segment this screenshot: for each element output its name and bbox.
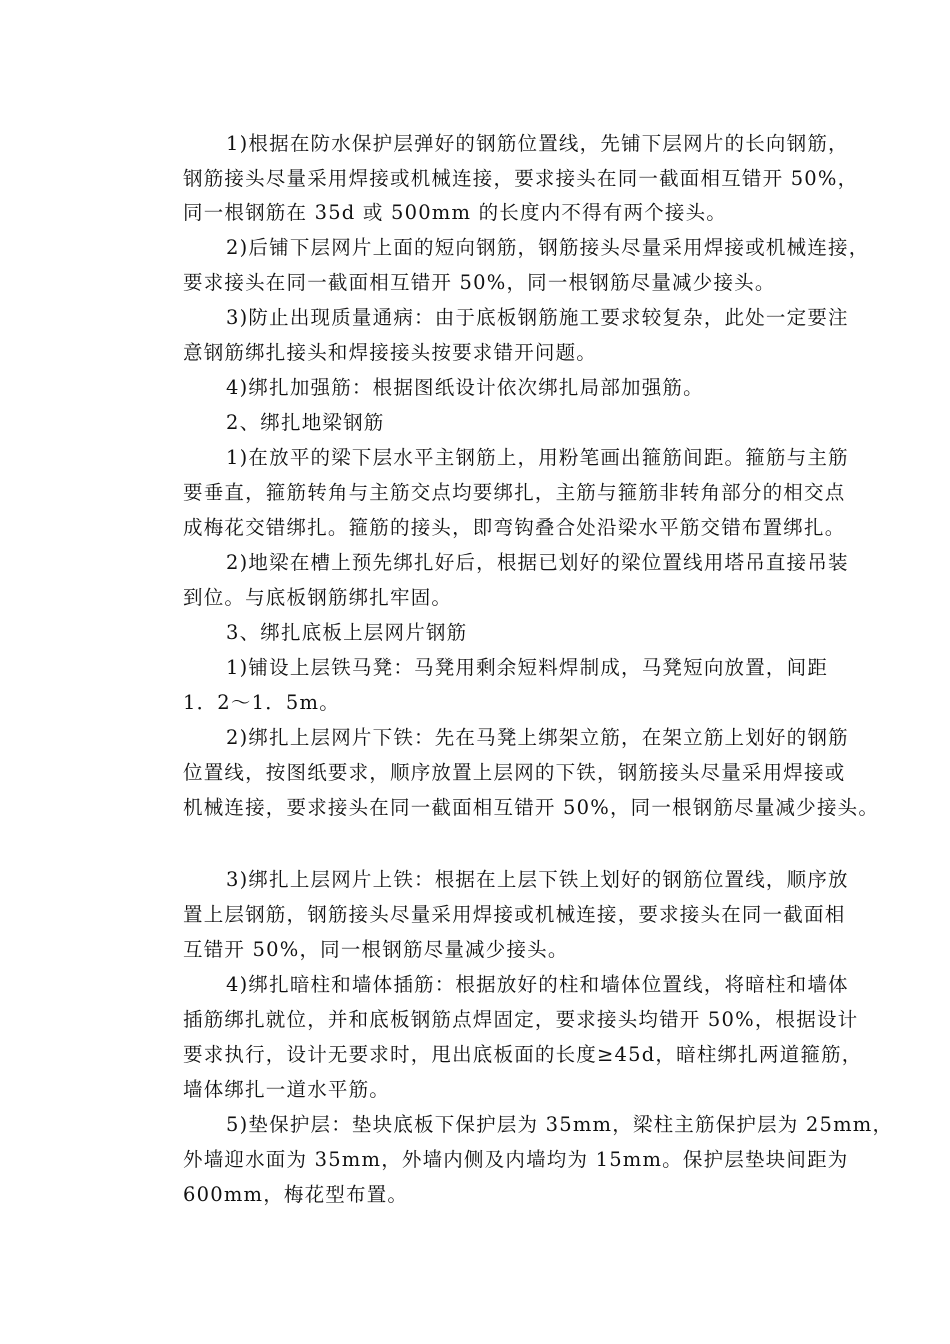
- text-line: 到位。与底板钢筋绑扎牢固。: [183, 586, 453, 609]
- text-line: 3)防止出现质量通病：由于底板钢筋施工要求较复杂，此处一定要注: [226, 306, 849, 329]
- text-line: 外墙迎水面为 35mm，外墙内侧及内墙均为 15mm。保护层垫块间距为: [183, 1148, 849, 1171]
- text-line: 2)地梁在槽上预先绑扎好后，根据已划好的梁位置线用塔吊直接吊装: [226, 551, 849, 574]
- text-line: 机械连接，要求接头在同一截面相互错开 50%，同一根钢筋尽量减少接头。: [183, 796, 880, 819]
- text-line: 同一根钢筋在 35d 或 500mm 的长度内不得有两个接头。: [183, 201, 727, 224]
- text-line: 5)垫保护层：垫块底板下保护层为 35mm，梁柱主筋保护层为 25mm，: [226, 1113, 894, 1136]
- text-line: 4)绑扎加强筋：根据图纸设计依次绑扎局部加强筋。: [226, 376, 704, 399]
- text-line: 要垂直，箍筋转角与主筋交点均要绑扎，主筋与箍筋非转角部分的相交点: [183, 481, 846, 504]
- text-line: 3)绑扎上层网片上铁：根据在上层下铁上划好的钢筋位置线，顺序放: [226, 868, 849, 891]
- text-line: 要求执行，设计无要求时，甩出底板面的长度≥45d，暗柱绑扎两道箍筋，: [183, 1043, 863, 1066]
- text-line: 置上层钢筋，钢筋接头尽量采用焊接或机械连接，要求接头在同一截面相: [183, 903, 846, 926]
- text-line: 互错开 50%，同一根钢筋尽量减少接头。: [183, 938, 569, 961]
- section-heading: 3、绑扎底板上层网片钢筋: [226, 621, 468, 644]
- text-line: 600mm，梅花型布置。: [183, 1183, 409, 1206]
- text-line: 位置线，按图纸要求，顺序放置上层网的下铁，钢筋接头尽量采用焊接或: [183, 761, 846, 784]
- text-line: 2)绑扎上层网片下铁：先在马凳上绑架立筋，在架立筋上划好的钢筋: [226, 726, 849, 749]
- text-line: 2)后铺下层网片上面的短向钢筋，钢筋接头尽量采用焊接或机械连接，: [226, 236, 870, 259]
- text-line: 1)铺设上层铁马凳：马凳用剩余短料焊制成，马凳短向放置，间距: [226, 656, 829, 679]
- text-line: 成梅花交错绑扎。箍筋的接头，即弯钩叠合处沿梁水平筋交错布置绑扎。: [183, 516, 846, 539]
- text-line: 要求接头在同一截面相互错开 50%，同一根钢筋尽量减少接头。: [183, 271, 776, 294]
- text-line: 钢筋接头尽量采用焊接或机械连接，要求接头在同一截面相互错开 50%，: [183, 167, 859, 190]
- section-heading: 2、绑扎地梁钢筋: [226, 411, 385, 434]
- text-line: 4)绑扎暗柱和墙体插筋：根据放好的柱和墙体位置线，将暗柱和墙体: [226, 973, 849, 996]
- text-line: 1．2～1．5m。: [183, 691, 340, 714]
- text-line: 1)在放平的梁下层水平主钢筋上，用粉笔画出箍筋间距。箍筋与主筋: [226, 446, 849, 469]
- text-line: 1)根据在防水保护层弹好的钢筋位置线，先铺下层网片的长向钢筋，: [226, 132, 849, 155]
- text-line: 插筋绑扎就位，并和底板钢筋点焊固定，要求接头均错开 50%，根据设计: [183, 1008, 859, 1031]
- text-line: 意钢筋绑扎接头和焊接接头按要求错开问题。: [183, 341, 598, 364]
- text-line: 墙体绑扎一道水平筋。: [183, 1078, 391, 1101]
